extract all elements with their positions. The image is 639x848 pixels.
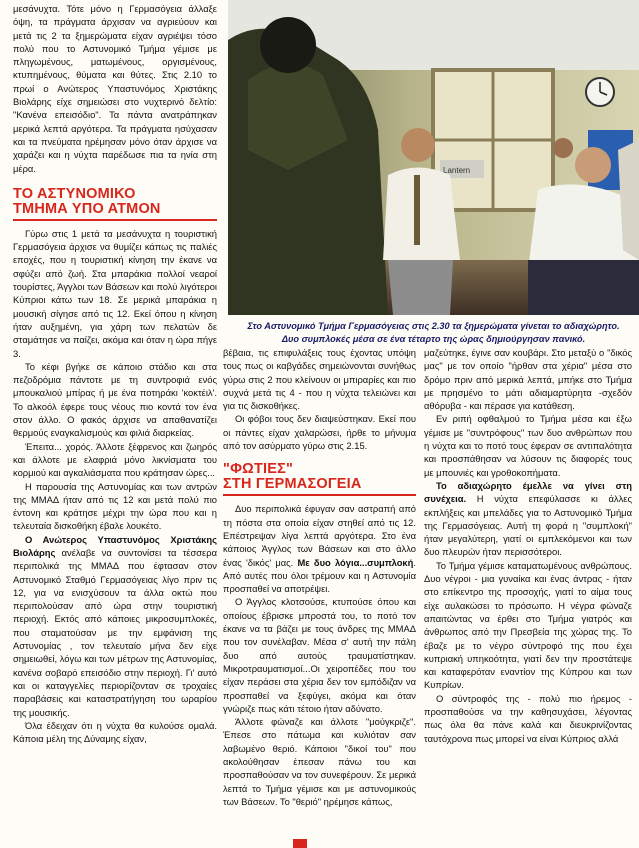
paragraph: Άλλοτε φώναζε και άλλοτε "μούγκριζε". Έπεσε στο πάτωμα και κυλιόταν σαν λαβωμένο θεριό. Κάποιοι "δικοί του" που ακολούθησαν έπεσαν πάνω του και προσπαθούσαν να τον συνεφέρουν. Σε μερικά λεπτά το Τμήμα γέμισε και με αστυνομικούς των Βάσεων. Το "θεριό" ηρέμησε κάπως, bbox=[223, 716, 416, 807]
bold-phrase: Με δυο λόγια...συμπλοκή bbox=[297, 556, 414, 568]
heading-line: "ΦΩΤΙΕΣ" bbox=[223, 461, 294, 478]
paragraph: Όλα έδειχαν ότι η νύχτα θα κυλούσε ομαλά. Κάποια μέλη της Δύναμης είχαν, bbox=[13, 719, 217, 745]
column-1 bbox=[13, 2, 217, 848]
article-text bbox=[13, 227, 217, 746]
bold-phrase: Το αδιαχώρητο έμελλε να γίνει στη συνέχεια. bbox=[424, 479, 632, 505]
paragraph-text: . Από αυτές που όλοι τρέμουν και η Αστυνομία προσπαθεί να αποτρέψει. bbox=[223, 556, 416, 595]
paragraph bbox=[424, 479, 632, 559]
section-heading-police bbox=[13, 187, 217, 221]
photo-caption bbox=[228, 320, 639, 345]
paragraph-text: Η νύχτα επεφύλασσε κι άλλες εκπλήξεις και μπελάδες για το Αστυνομικό Τμήμα της Γερμασόγειας. Αυτή τη φορά η "συμπλοκή" ήταν μεγαλύτερη, γιατί οι εμπλεκόμενοι και των δυο πλευρών ήταν περισσότεροι. bbox=[424, 493, 632, 558]
paragraph bbox=[223, 502, 416, 595]
section-heading-fires bbox=[223, 462, 416, 496]
caption-line: Δυο συμπλοκές μέσα σε ένα τέταρτο της ώρας δημιούργησαν πανικό. bbox=[281, 333, 586, 344]
paragraph: Έπειτα... χορός. Άλλοτε ξέφρενος και ζωηρός και άλλοτε με ελαφριά μόνο λικνίσματα του κορμιού και αγκαλιάσματα που κράτησαν ώρες... bbox=[13, 440, 217, 479]
article-text bbox=[223, 346, 416, 452]
column-3 bbox=[424, 346, 632, 848]
paragraph: μαζεύτηκε, έγινε σαν κουβάρι. Στο μεταξύ ο "δικός μας" με τον οποίο "ήρθαν στα χέρια" μέσα στο δρόμο πριν από μερικά λεπτά, μπήκε στο Τμήμα με πρησμένο το μάτι αδιαμαρτύρητα -σχεδόν αθόρυβα - και πέρασε για κατάθεση. bbox=[424, 347, 632, 412]
heading-underline bbox=[13, 219, 217, 221]
paragraph: Η παρουσία της Αστυνομίας και των αντρών της ΜΜΑΔ ήταν από τις 12 και μετά πολύ πιο έντονη και κράτησε μέχρι την ώρα που και η τελευταία δισκοθήκη έβαλε λουκέτο. bbox=[13, 480, 217, 532]
heading-line: ΤΟ ΑΣΤΥΝΟΜΙΚΟ bbox=[13, 185, 136, 202]
paragraph: Το κέφι βγήκε σε κάποιο στάδιο και στα πεζοδρόμια πάντοτε με τη συντροφιά ενός μπουκαλιού μπίρας ή με ένα ποτηράκι 'κοκτέιλ'. Το αλκοόλ έφερε τους νέους πιο κοντά τον ένα στον άλλο. Ο φακός άρχισε να απαθανατίζει θερμούς εναγκαλισμούς και φιλιά διαρκείας. bbox=[13, 360, 217, 439]
paragraph: Γύρω στις 1 μετά τα μεσάνυχτα η τουριστική Γερμασόγεια άρχισε να θυμίζει κάπως τις παλιές εποχές, που η τουριστική κίνηση την έκανε να σφύζει από ζωή. Στα μπαράκια πολλοί νεαροί τουρίστες, Άγγλοι των Βάσεων και πολύ λιγότεροι Κύπριοι κάτω των 18. Σε μερικά μπαράκια η μουσική σίγησε από τις 12. Εκεί όπου η κίνηση ήταν αυξημένη, για χάρη των πελατών δε σταμάτησε να παίζει, ακόμα και όταν η ώρα πήγε 3. bbox=[13, 227, 217, 359]
bold-lead: Ο Ανώτερος Υπαστυνόμος Χριστάκης Βιολάρης bbox=[13, 533, 217, 558]
paragraph bbox=[13, 533, 217, 719]
article-text-intro bbox=[13, 2, 217, 175]
paragraph: Εν ριπή οφθαλμού το Τμήμα μέσα και έξω γέμισε με "συντρόφους" των δυο ανθρώπων που η νύχτα και το ποτό τους έφεραν σε αντιπαλότητα και προσπάθησαν να λύσουν τις διαφορές τους με μπουνιές και γροθοκοπήματα. bbox=[424, 413, 632, 478]
paragraph: βέβαια, τις επιφυλάξεις τους έχοντας υπόψη τους πως οι καβγάδες σημειώνονται συνήθως γύρω στις 2 που κλείνουν οι μπιραρίες και πιο συχνά μετά τις 4 - που η νύχτα τελειώνει και για τις δισκοθήκες. bbox=[223, 347, 416, 412]
heading-line: ΤΜΗΜΑ ΥΠΟ ΑΤΜΟΝ bbox=[13, 200, 161, 217]
page-marker bbox=[293, 839, 307, 848]
paragraph: Ο σύντροφός της - πολύ πιο ήρεμος - προσπαθούσε να την καθησυχάσει, λέγοντας πως όλα θα πάνε καλά και διευκρινίζοντας ταυτόχρονα πως μπορεί να είναι Κύπριος αλλά bbox=[424, 692, 632, 744]
caption-line: Στο Αστυνομικό Τμήμα Γερμασόγειας στις 2.30 τα ξημερώματα γίνεται το αδιαχώρητο. bbox=[247, 321, 620, 331]
heading-line: ΣΤΗ ΓΕΡΜΑΣΟΓΕΙΑ bbox=[223, 476, 362, 493]
paragraph-rest: ανέλαβε να συντονίσει τα τέσσερα περιπολικά της ΜΜΑΔ που έφτασαν στον Αστυνομικό Σταθμό Γερμασόγειας λίγο πριν τις 12, για να ενισχύσουν τα άλλα οκτώ που περιπολούσαν από ώρα στην τουριστική περιοχή. Εκτός από κάποιες μικροσυμπλοκές, που σταματούσαν με την εμφάνιση της Αστυνομίας , τον τελευταίο μήνα δεν είχε σημειωθεί, λόγω και των μέτρων της Αστυνομίας, κανένα σοβαρό επεισόδιο στην περιοχή. Γι' αυτό και οι καταγγελίες περιορίζονταν σε τροχαίες παραβάσεις και καταστρατήγηση του ωραρίου της μουσικής. bbox=[13, 546, 217, 718]
sign-text: Lantern bbox=[443, 166, 471, 175]
heading-underline bbox=[223, 494, 416, 496]
article-text bbox=[424, 346, 632, 745]
paragraph: Το Τμήμα γέμισε καταματωμένους ανθρώπους. Δυο νέγροι - μια γυναίκα και ένας άντρας - ήταν στο επίκεντρο της προσοχής, γιατί το αίμα τους είχε αυλακώσει το πρόσωπο. Η νέγρα φώναζε απαιτώντας να έρθει στο Τμήμα γιατρός και άνθρωπος από την Πρεσβεία της χώρας της. Το έβαζε με το νέγρο σύντροφό της που έχει κυπριακή υπηκοότητα, γιατί δεν την προστάτεψε και καταφερόταν εναντίον της Κύπρου και των Κυπρίων. bbox=[424, 559, 632, 691]
article-text bbox=[223, 502, 416, 808]
article-photo bbox=[228, 0, 639, 315]
paragraph-text: Δυο περιπολικά έφυγαν σαν αστραπή από τη πόστα στα οποία είχαν στηθεί από τις 12. Επέστρεψαν λίγα λεπτά αργότερα. Στο ένα κάποιος Άγγλος των Βάσεων και στο άλλο ένας 'δικός' μας. bbox=[223, 503, 416, 568]
paragraph: μεσάνυχτα. Τότε μόνο η Γερμασόγεια άλλαξε όψη, τα πράγματα άρχισαν να αγριεύουν και μετά τις 2 τα ξημερώματα είχαν αγριέψει τόσο πολύ που το Αστυνομικό Τμήμα γέμισε με πληγωμένους, ματωμένους, οργισμένους, κτυπημένους, θύματα και θύτες. Στις 2.10 το πρωί ο Ανώτερος Υπαστυνόμος Χριστάκης Βιολάρης είχε σημειώσει στο νυχτερινό δελτίο: "Κανένα επεισόδιο". Τα πάντα ανατράπηκαν μερικά λεπτά αργότερα. Τα πράγματα ησύχασαν και τα πνεύματα ηρέμησαν μόνο όταν άρχισε να χαράζει και η νύχτα παρέδωσε πια τα ηνία στη μέρα. bbox=[13, 3, 217, 174]
paragraph: Ο Άγγλος κλοτσούσε, κτυπούσε όπου και οποίους έβρισκε μπροστά του, το ποτό τον έκανε να τα βάζει με τους άνδρες της ΜΜΑΔ που τον συνέλαβαν. Μέσα σ' αυτή την πάλη δυο από αυτούς τραυματίστηκαν. Μικροτραυματισμοί...Οι χειροπέδες που του είχαν περάσει στα χέρια δεν τον εμπόδιζαν να προσπαθεί να ξεφύγει, ακόμα και όταν γνώριζε πως κάτι τέτοιο ήταν αδύνατο. bbox=[223, 596, 416, 714]
paragraph: Οι φόβοι τους δεν διαψεύστηκαν. Εκεί που οι πάντες είχαν χαλαρώσει, ήρθε το μήνυμα από τον ασύρματο γύρω στις 2.15. bbox=[223, 413, 416, 452]
police-station-photo bbox=[228, 0, 639, 315]
column-2 bbox=[223, 346, 416, 848]
